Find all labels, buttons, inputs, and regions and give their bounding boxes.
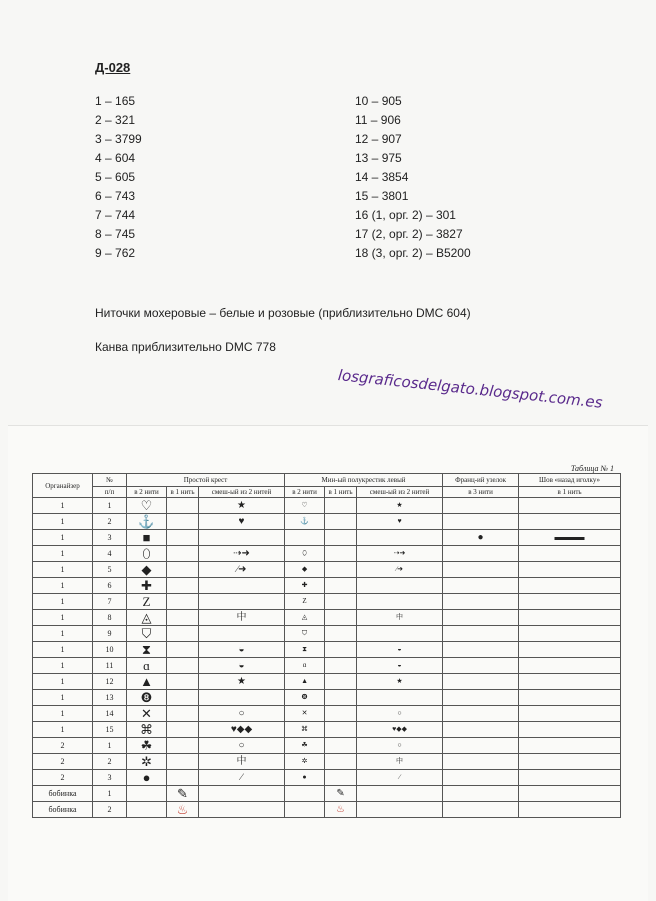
subheader-2-strands: в 2 нити	[127, 487, 167, 498]
symbol-cross-1	[167, 658, 199, 674]
symbol-cross-1	[167, 754, 199, 770]
symbol-half-2: ɑ	[285, 658, 325, 674]
symbol-half-2: ▲	[285, 674, 325, 690]
symbol-french-knot	[443, 770, 519, 786]
table-row	[33, 498, 621, 514]
number-cell: 5	[93, 562, 127, 578]
symbol-half-1	[325, 530, 357, 546]
symbol-half-2	[285, 786, 325, 802]
symbol-half-2: ⧗	[285, 642, 325, 658]
symbol-french-knot	[443, 690, 519, 706]
color-entry: 8 – 745	[95, 227, 136, 241]
symbol-cross-1: ♨	[167, 802, 199, 818]
color-entry: 16 (1, орг. 2) – 301	[355, 208, 456, 222]
color-entry: 5 – 605	[95, 170, 136, 184]
table-row	[33, 674, 621, 690]
symbol-cross-2: ☘	[127, 738, 167, 754]
symbol-backstitch	[519, 642, 621, 658]
table-row	[33, 530, 621, 546]
symbol-half-2: Z	[285, 594, 325, 610]
table-row	[33, 578, 621, 594]
symbol-half-mix	[357, 690, 443, 706]
color-entry: 2 – 321	[95, 113, 136, 127]
table-row	[33, 802, 621, 818]
color-entry: 3 – 3799	[95, 132, 142, 146]
organizer-cell: 1	[33, 722, 93, 738]
symbol-half-1	[325, 498, 357, 514]
symbol-cross-mix: ∕	[199, 770, 285, 786]
header-simple-cross: Простой крест	[127, 474, 285, 487]
color-entry: 7 – 744	[95, 208, 136, 222]
table-row	[33, 658, 621, 674]
symbol-half-1	[325, 546, 357, 562]
table-row	[33, 514, 621, 530]
number-cell: 1	[93, 786, 127, 802]
symbol-cross-1	[167, 498, 199, 514]
symbol-half-1	[325, 738, 357, 754]
number-cell: 12	[93, 674, 127, 690]
color-entry: 9 – 762	[95, 246, 136, 260]
symbol-cross-mix	[199, 786, 285, 802]
symbol-half-mix: 中	[357, 754, 443, 770]
symbol-half-1: ♨	[325, 802, 357, 818]
number-cell: 4	[93, 546, 127, 562]
symbol-backstitch	[519, 498, 621, 514]
symbol-half-1	[325, 690, 357, 706]
symbol-cross-1	[167, 738, 199, 754]
symbol-french-knot	[443, 562, 519, 578]
number-cell: 3	[93, 530, 127, 546]
symbol-cross-2: ◬	[127, 610, 167, 626]
table-row	[33, 738, 621, 754]
color-entry: 6 – 743	[95, 189, 136, 203]
symbol-half-1	[325, 722, 357, 738]
symbol-cross-2: ♡	[127, 498, 167, 514]
number-cell: 1	[93, 498, 127, 514]
symbol-cross-2: ●	[127, 770, 167, 786]
symbol-half-mix	[357, 578, 443, 594]
symbol-half-mix: ♥	[357, 514, 443, 530]
organizer-cell: 1	[33, 706, 93, 722]
subheader-mixed: смеш-ый из 2 нитей	[199, 487, 285, 498]
symbol-cross-mix: ⇢➜	[199, 546, 285, 562]
symbol-french-knot	[443, 610, 519, 626]
symbol-half-1	[325, 594, 357, 610]
symbol-french-knot	[443, 786, 519, 802]
symbol-half-2	[285, 530, 325, 546]
number-cell: 10	[93, 642, 127, 658]
color-entry: 10 – 905	[355, 94, 402, 108]
symbol-cross-2: ◆	[127, 562, 167, 578]
symbol-backstitch	[519, 658, 621, 674]
symbol-backstitch	[519, 706, 621, 722]
symbol-half-mix: ★	[357, 498, 443, 514]
symbol-backstitch	[519, 754, 621, 770]
number-cell: 2	[93, 514, 127, 530]
mohair-note: Ниточки мохеровые – белые и розовые (приблизительно DMC 604)	[95, 306, 471, 320]
symbol-half-2: ✲	[285, 754, 325, 770]
number-cell: 8	[93, 610, 127, 626]
symbol-cross-1	[167, 626, 199, 642]
table-row	[33, 786, 621, 802]
symbol-cross-2: ⧗	[127, 642, 167, 658]
blog-watermark: losgraficosdelgato.blogspot.com.es	[337, 366, 604, 412]
color-entry: 13 – 975	[355, 151, 402, 165]
symbol-half-mix: ★	[357, 674, 443, 690]
symbol-cross-1	[167, 642, 199, 658]
symbol-backstitch	[519, 738, 621, 754]
symbol-half-2: ◬	[285, 610, 325, 626]
symbol-cross-mix	[199, 530, 285, 546]
symbol-cross-1	[167, 594, 199, 610]
symbol-cross-2: ■	[127, 530, 167, 546]
color-entry: 17 (2, орг. 2) – 3827	[355, 227, 463, 241]
symbol-cross-1	[167, 546, 199, 562]
color-entry: 14 – 3854	[355, 170, 409, 184]
symbol-cross-1	[167, 562, 199, 578]
table-row	[33, 722, 621, 738]
symbol-cross-2	[127, 802, 167, 818]
symbol-backstitch	[519, 722, 621, 738]
symbol-half-1	[325, 674, 357, 690]
symbol-backstitch	[519, 770, 621, 786]
number-cell: 1	[93, 738, 127, 754]
organizer-cell: 2	[33, 738, 93, 754]
symbol-half-2: ✚	[285, 578, 325, 594]
symbol-cross-2: ⬯	[127, 546, 167, 562]
symbol-half-1	[325, 626, 357, 642]
symbol-cross-mix: ∕➜	[199, 562, 285, 578]
symbol-half-2: ⌘	[285, 722, 325, 738]
header-num-bottom: п/п	[93, 487, 127, 498]
header-organizer: Органайзер	[33, 474, 93, 498]
symbol-half-1	[325, 562, 357, 578]
symbol-cross-mix: ★	[199, 674, 285, 690]
symbol-french-knot	[443, 498, 519, 514]
symbol-cross-mix: ◒	[199, 642, 285, 658]
subheader-1-strand: в 1 нить	[325, 487, 357, 498]
symbol-half-1	[325, 578, 357, 594]
symbol-cross-1	[167, 770, 199, 786]
symbol-cross-2: ɑ	[127, 658, 167, 674]
symbol-french-knot	[443, 754, 519, 770]
symbol-half-mix: ◒	[357, 642, 443, 658]
symbol-backstitch: ▬▬▬	[519, 530, 621, 546]
header-num-top: №	[93, 474, 127, 487]
table-row	[33, 642, 621, 658]
symbol-half-mix: ○	[357, 706, 443, 722]
canvas-note: Канва приблизительно DMC 778	[95, 340, 276, 354]
table-row	[33, 770, 621, 786]
color-entry: 18 (3, орг. 2) – B5200	[355, 246, 471, 260]
symbol-cross-1	[167, 722, 199, 738]
header-backstitch: Шов «назад иголку»	[519, 474, 621, 487]
symbol-half-mix	[357, 626, 443, 642]
symbol-cross-2: Z	[127, 594, 167, 610]
symbol-cross-mix	[199, 626, 285, 642]
subheader-mixed: смеш-ый из 2 нитей	[357, 487, 443, 498]
organizer-cell: 1	[33, 690, 93, 706]
symbol-half-2: ◆	[285, 562, 325, 578]
organizer-cell: 1	[33, 642, 93, 658]
symbol-half-mix: ∕➜	[357, 562, 443, 578]
symbol-half-1	[325, 658, 357, 674]
header-french-knot: Франц-ий узелок	[443, 474, 519, 487]
color-entry: 15 – 3801	[355, 189, 409, 203]
symbol-french-knot	[443, 578, 519, 594]
organizer-cell: 1	[33, 626, 93, 642]
table-row	[33, 610, 621, 626]
symbol-half-1	[325, 610, 357, 626]
number-cell: 11	[93, 658, 127, 674]
symbol-half-2: ♡	[285, 498, 325, 514]
symbol-cross-1	[167, 706, 199, 722]
symbol-half-1	[325, 514, 357, 530]
symbol-half-mix: ◒	[357, 658, 443, 674]
symbol-half-1	[325, 642, 357, 658]
table-row	[33, 690, 621, 706]
symbol-cross-2: ⚓	[127, 514, 167, 530]
symbol-french-knot	[443, 738, 519, 754]
number-cell: 3	[93, 770, 127, 786]
symbol-backstitch	[519, 562, 621, 578]
symbol-half-mix: ♥◆◆	[357, 722, 443, 738]
subheader-3-strands: в 3 нити	[443, 487, 519, 498]
table-title: Таблица № 1	[570, 464, 614, 473]
symbol-half-mix	[357, 594, 443, 610]
symbol-cross-1	[167, 578, 199, 594]
symbol-half-1	[325, 754, 357, 770]
table-row	[33, 546, 621, 562]
symbol-backstitch	[519, 578, 621, 594]
number-cell: 2	[93, 802, 127, 818]
header-half-cross: Мин-ый полукрестик левый	[285, 474, 443, 487]
symbol-cross-1	[167, 610, 199, 626]
organizer-cell: 2	[33, 770, 93, 786]
symbol-cross-1	[167, 514, 199, 530]
organizer-cell: 1	[33, 498, 93, 514]
symbol-cross-mix: ♥	[199, 514, 285, 530]
symbol-cross-2	[127, 786, 167, 802]
symbol-backstitch	[519, 594, 621, 610]
symbol-half-1	[325, 770, 357, 786]
symbol-backstitch	[519, 674, 621, 690]
color-entry: 1 – 165	[95, 94, 136, 108]
symbol-cross-mix: ○	[199, 706, 285, 722]
symbol-backstitch	[519, 610, 621, 626]
symbol-french-knot	[443, 594, 519, 610]
symbol-french-knot	[443, 706, 519, 722]
symbol-half-2: ☘	[285, 738, 325, 754]
organizer-cell: 1	[33, 610, 93, 626]
symbol-backstitch	[519, 546, 621, 562]
symbol-french-knot	[443, 658, 519, 674]
symbol-half-1: ✎	[325, 786, 357, 802]
subheader-1-strand: в 1 нить	[167, 487, 199, 498]
symbol-backstitch	[519, 802, 621, 818]
symbol-french-knot	[443, 674, 519, 690]
table-row	[33, 562, 621, 578]
symbol-french-knot	[443, 722, 519, 738]
symbol-cross-mix	[199, 802, 285, 818]
symbol-french-knot	[443, 642, 519, 658]
symbol-half-mix: 中	[357, 610, 443, 626]
number-cell: 13	[93, 690, 127, 706]
organizer-cell: бобинка	[33, 786, 93, 802]
table-row	[33, 594, 621, 610]
symbol-cross-mix	[199, 594, 285, 610]
symbol-half-mix	[357, 530, 443, 546]
symbol-backstitch	[519, 786, 621, 802]
symbol-half-mix	[357, 802, 443, 818]
number-cell: 6	[93, 578, 127, 594]
symbol-cross-1	[167, 690, 199, 706]
table-row	[33, 706, 621, 722]
symbol-cross-mix: ○	[199, 738, 285, 754]
symbol-cross-mix: ◒	[199, 658, 285, 674]
table-row	[33, 626, 621, 642]
color-entry: 4 – 604	[95, 151, 136, 165]
symbol-half-2: ❽	[285, 690, 325, 706]
symbol-half-2: ✕	[285, 706, 325, 722]
number-cell: 9	[93, 626, 127, 642]
organizer-cell: 1	[33, 530, 93, 546]
symbol-cross-mix	[199, 578, 285, 594]
color-entry: 12 – 907	[355, 132, 402, 146]
color-entry: 11 – 906	[355, 113, 401, 127]
symbol-half-1	[325, 706, 357, 722]
symbol-cross-mix: ♥◆◆	[199, 722, 285, 738]
symbol-backstitch	[519, 690, 621, 706]
symbol-cross-1: ✎	[167, 786, 199, 802]
number-cell: 15	[93, 722, 127, 738]
pattern-code: Д-028	[95, 60, 131, 75]
organizer-cell: 1	[33, 562, 93, 578]
symbol-half-2	[285, 802, 325, 818]
symbol-cross-2: ❽	[127, 690, 167, 706]
symbol-french-knot	[443, 802, 519, 818]
symbol-cross-1	[167, 530, 199, 546]
organizer-cell: 1	[33, 546, 93, 562]
legend-scan	[8, 425, 648, 901]
organizer-cell: 2	[33, 754, 93, 770]
symbol-french-knot	[443, 546, 519, 562]
symbol-cross-mix: 中	[199, 610, 285, 626]
symbol-cross-mix: ★	[199, 498, 285, 514]
symbol-half-mix: ○	[357, 738, 443, 754]
organizer-cell: бобинка	[33, 802, 93, 818]
symbol-half-2: ⬯	[285, 546, 325, 562]
organizer-cell: 1	[33, 658, 93, 674]
symbol-cross-2: ✚	[127, 578, 167, 594]
symbol-cross-2: ✲	[127, 754, 167, 770]
subheader-2-strands: в 2 нити	[285, 487, 325, 498]
organizer-cell: 1	[33, 578, 93, 594]
symbol-french-knot	[443, 514, 519, 530]
subheader-1-strand: в 1 нить	[519, 487, 621, 498]
color-list-left	[95, 92, 142, 263]
symbol-backstitch	[519, 626, 621, 642]
symbol-half-2: ⚓	[285, 514, 325, 530]
symbol-half-mix: ⇢➜	[357, 546, 443, 562]
symbol-cross-mix	[199, 690, 285, 706]
symbol-cross-mix: 中	[199, 754, 285, 770]
symbol-half-mix	[357, 786, 443, 802]
color-list-right	[355, 92, 471, 263]
symbol-cross-2: ⛉	[127, 626, 167, 642]
organizer-cell: 1	[33, 594, 93, 610]
symbol-cross-2: ⌘	[127, 722, 167, 738]
number-cell: 2	[93, 754, 127, 770]
symbol-legend-table	[32, 473, 621, 818]
symbol-half-2: ⛉	[285, 626, 325, 642]
symbol-cross-2: ✕	[127, 706, 167, 722]
number-cell: 7	[93, 594, 127, 610]
organizer-cell: 1	[33, 514, 93, 530]
symbol-cross-2: ▲	[127, 674, 167, 690]
symbol-half-2: ●	[285, 770, 325, 786]
number-cell: 14	[93, 706, 127, 722]
table-row	[33, 754, 621, 770]
symbol-french-knot	[443, 626, 519, 642]
symbol-cross-1	[167, 674, 199, 690]
symbol-french-knot: ●	[443, 530, 519, 546]
symbol-backstitch	[519, 514, 621, 530]
organizer-cell: 1	[33, 674, 93, 690]
symbol-half-mix: ∕	[357, 770, 443, 786]
